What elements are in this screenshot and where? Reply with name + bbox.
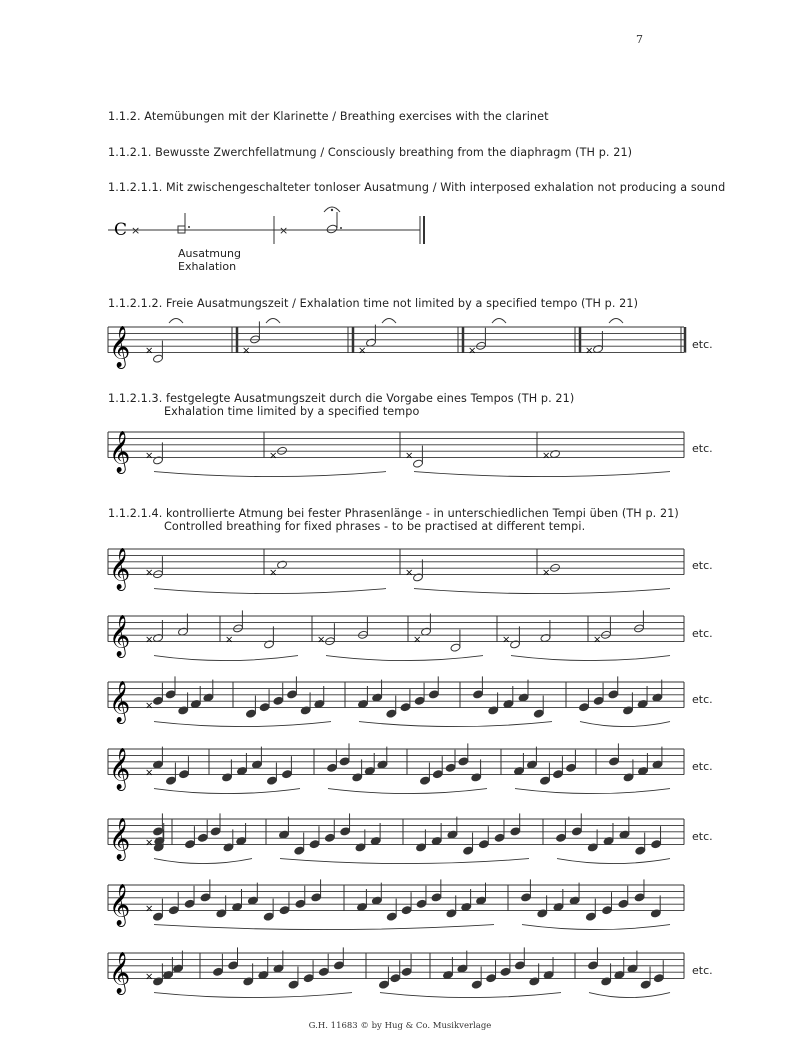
breath-mark: × — [413, 634, 422, 646]
note-head — [185, 840, 196, 849]
breath-mark: × — [131, 224, 141, 237]
note-head — [588, 961, 599, 970]
note-head — [287, 690, 298, 699]
note-head — [533, 709, 544, 718]
slur — [511, 656, 670, 661]
breath-mark: × — [145, 700, 154, 712]
note-head — [309, 840, 320, 849]
etc-label: etc. — [692, 964, 713, 977]
note-head — [431, 893, 442, 902]
note-head — [166, 776, 177, 785]
note-head — [327, 763, 338, 772]
slur — [154, 789, 300, 794]
note-head — [153, 912, 164, 921]
breath-mark: × — [593, 634, 602, 646]
slur — [154, 993, 352, 998]
note-head — [640, 980, 651, 989]
note-head — [571, 827, 582, 836]
etc-label: etc. — [692, 442, 713, 455]
breath-mark: × — [145, 345, 154, 357]
note-head — [339, 757, 350, 766]
note-head — [521, 893, 532, 902]
note-head — [197, 833, 208, 842]
note-head — [585, 912, 596, 921]
page-number: 7 — [636, 33, 643, 46]
slur — [154, 925, 494, 930]
note-head — [602, 906, 613, 915]
fermata-icon — [492, 319, 506, 324]
note-head — [294, 846, 305, 855]
slur — [154, 589, 386, 594]
note-head — [416, 899, 427, 908]
note-head — [210, 827, 221, 836]
fermata-icon — [382, 319, 396, 324]
note-head — [458, 757, 469, 766]
slur — [154, 656, 298, 661]
note-head — [333, 961, 344, 970]
breath-mark: × — [358, 345, 367, 357]
note-head — [400, 703, 411, 712]
treble-clef-icon: 𝄞 — [109, 431, 131, 473]
breath-mark: × — [225, 634, 234, 646]
music-staff — [0, 933, 800, 1003]
breath-mark: × — [542, 567, 551, 579]
footer-copyright: G.H. 11683 © by Hug & Co. Musikverlage — [308, 1021, 492, 1031]
note-head — [273, 696, 284, 705]
slur — [359, 722, 552, 727]
note-head — [386, 709, 397, 718]
note-head — [463, 846, 474, 855]
etc-label: etc. — [692, 760, 713, 773]
treble-clef-icon: 𝄞 — [109, 326, 131, 368]
treble-clef-icon: 𝄞 — [109, 952, 131, 994]
note-head — [445, 763, 456, 772]
breath-mark: × — [145, 971, 154, 983]
slur — [380, 993, 561, 998]
note-head — [635, 846, 646, 855]
note-head — [324, 833, 335, 842]
time-signature: C — [114, 220, 128, 240]
slur — [580, 722, 670, 727]
slur — [280, 859, 529, 864]
treble-clef-icon: 𝄞 — [109, 615, 131, 657]
slur — [515, 789, 670, 794]
heading-breathing-exercises: 1.1.2. Atemübungen mit der Klarinette / Breathing exercises with the clarinet — [108, 110, 549, 123]
note-head — [618, 899, 629, 908]
note-head — [486, 974, 497, 983]
note-head — [153, 827, 164, 836]
heading-fixed-exhalation: 1.1.2.1.3. festgelegte Ausatmungszeit durch die Vorgabe eines Tempos (TH p. 21) Exhalation time limited by a specified tempo — [108, 392, 575, 418]
note-head — [414, 696, 425, 705]
music-staff — [0, 307, 800, 377]
note-head — [450, 643, 461, 652]
breath-mark: × — [145, 634, 154, 646]
music-staff — [0, 662, 800, 732]
breath-mark: × — [542, 450, 551, 462]
note-head — [478, 840, 489, 849]
breath-mark: × — [145, 767, 154, 779]
note-head — [288, 980, 299, 989]
etc-label: etc. — [692, 338, 713, 351]
slur — [589, 993, 670, 998]
breath-mark: × — [317, 634, 326, 646]
slur — [154, 472, 386, 477]
music-staff — [0, 529, 800, 599]
slur — [328, 789, 487, 794]
note-head — [379, 980, 390, 989]
note-head — [471, 980, 482, 989]
note-head — [267, 776, 278, 785]
note-head — [420, 776, 431, 785]
note-head — [303, 974, 314, 983]
note-head — [473, 690, 484, 699]
breath-mark: × — [269, 450, 278, 462]
breath-mark: × — [585, 345, 594, 357]
note-head — [556, 833, 567, 842]
note-head — [494, 833, 505, 842]
note-head — [168, 906, 179, 915]
etc-label: etc. — [692, 693, 713, 706]
fermata-icon — [609, 319, 623, 324]
note-head — [401, 906, 412, 915]
note-head — [340, 827, 351, 836]
heading-controlled-breathing: 1.1.2.1.4. kontrollierte Atmung bei fester Phrasenlänge - in unterschiedlichen Tempi üben (TH p. 21) Controlled breathing for fixed phrases - to be practised at different tempi. — [108, 507, 679, 533]
breath-mark: × — [242, 345, 251, 357]
note-head — [184, 899, 195, 908]
music-staff — [0, 729, 800, 799]
slur — [414, 589, 670, 594]
note-head — [228, 961, 239, 970]
note-head — [401, 967, 412, 976]
breath-mark: × — [145, 567, 154, 579]
breath-mark: × — [468, 345, 477, 357]
etc-label: etc. — [692, 559, 713, 572]
note-head — [428, 690, 439, 699]
breath-mark: × — [145, 450, 154, 462]
note-head — [593, 696, 604, 705]
note-head — [500, 967, 511, 976]
note-head — [282, 770, 293, 779]
note-head — [510, 827, 521, 836]
note-head — [263, 912, 274, 921]
heading-free-exhalation: 1.1.2.1.2. Freie Ausatmungszeit / Exhalation time not limited by a specified tempo (TH p. 21) — [108, 297, 639, 310]
music-staff — [0, 865, 800, 935]
note-head — [609, 757, 620, 766]
note-head — [318, 967, 329, 976]
treble-clef-icon: 𝄞 — [109, 548, 131, 590]
note-head — [608, 690, 619, 699]
slur — [557, 859, 670, 864]
fermata-icon — [169, 319, 183, 324]
ausatmung-label: Ausatmung Exhalation — [178, 247, 241, 273]
note-head — [311, 893, 322, 902]
note-head — [514, 961, 525, 970]
music-staff — [0, 596, 800, 666]
slur — [414, 472, 670, 477]
note-head — [634, 893, 645, 902]
slur — [522, 925, 670, 930]
slur — [154, 859, 252, 864]
etc-label: etc. — [692, 627, 713, 640]
note-head — [432, 770, 443, 779]
breath-mark: × — [145, 837, 154, 849]
svg-text:×: × — [279, 224, 289, 237]
heading-interposed-exhalation: 1.1.2.1.1. Mit zwischengeschalteter tonloser Ausatmung / With interposed exhalation not producing a sound — [108, 181, 726, 194]
slur — [154, 722, 331, 727]
note-head — [413, 459, 424, 468]
half-note — [326, 224, 338, 234]
treble-clef-icon: 𝄞 — [109, 884, 131, 926]
note-head — [259, 703, 270, 712]
breath-mark: × — [405, 450, 414, 462]
note-head — [153, 696, 164, 705]
breath-mark: × — [502, 634, 511, 646]
music-staff — [0, 412, 800, 482]
treble-clef-icon: 𝄞 — [109, 681, 131, 723]
etc-label: etc. — [692, 830, 713, 843]
heading-diaphragm-breathing: 1.1.2.1. Bewusste Zwerchfellatmung / Consciously breathing from the diaphragm (TH p. 21) — [108, 146, 633, 159]
note-head — [579, 703, 590, 712]
note-head — [566, 763, 577, 772]
note-head — [553, 770, 564, 779]
note-head — [200, 893, 211, 902]
note-head — [179, 770, 190, 779]
breath-mark: × — [405, 567, 414, 579]
staff-single-line — [0, 200, 800, 250]
note-head — [153, 354, 164, 363]
note-head — [165, 690, 176, 699]
note-head — [653, 974, 664, 983]
treble-clef-icon: 𝄞 — [109, 818, 131, 860]
music-staff — [0, 799, 800, 869]
slur — [326, 656, 483, 661]
note-head — [295, 899, 306, 908]
note-head — [386, 912, 397, 921]
note-head — [246, 709, 257, 718]
breath-mark: × — [269, 567, 278, 579]
note-head — [651, 840, 662, 849]
note-head — [213, 967, 224, 976]
note-head — [540, 776, 551, 785]
note-head — [390, 974, 401, 983]
fermata-icon — [266, 319, 280, 324]
treble-clef-icon: 𝄞 — [109, 748, 131, 790]
note-head — [279, 906, 290, 915]
breath-mark: × — [145, 903, 154, 915]
